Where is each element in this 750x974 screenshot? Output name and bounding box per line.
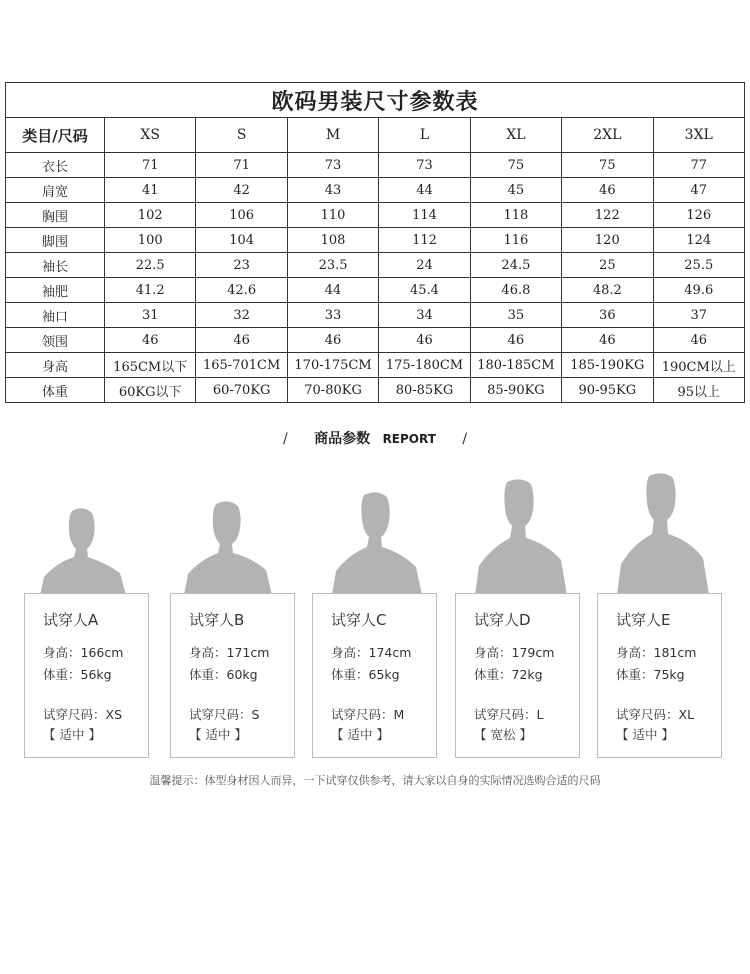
model-card-a xyxy=(24,593,149,758)
table-cell: 46.8 xyxy=(470,278,561,303)
table-row xyxy=(6,278,745,303)
report-title-en: REPORT xyxy=(382,432,436,446)
table-cell: 126 xyxy=(653,203,744,228)
table-cell: 80-85KG xyxy=(379,378,470,403)
table-cell: 24.5 xyxy=(470,253,561,278)
row-label: 体重 xyxy=(6,378,105,403)
model-weight: 体重：72kg xyxy=(474,667,543,682)
row-label: 胸围 xyxy=(6,203,105,228)
table-row xyxy=(6,378,745,403)
table-cell: 60KG以下 xyxy=(105,378,196,403)
table-row xyxy=(6,178,745,203)
header-cell: 类目/尺码 xyxy=(6,118,105,153)
table-cell: 46 xyxy=(562,178,653,203)
table-cell: 22.5 xyxy=(105,253,196,278)
table-cell: 44 xyxy=(287,278,378,303)
table-cell: 118 xyxy=(470,203,561,228)
table-cell: 46 xyxy=(470,328,561,353)
table-cell: 60-70KG xyxy=(196,378,287,403)
person-icon xyxy=(330,489,424,595)
model-silhouette-a xyxy=(38,505,128,595)
table-cell: 75 xyxy=(562,153,653,178)
table-cell: 46 xyxy=(196,328,287,353)
table-cell: 23.5 xyxy=(287,253,378,278)
table-cell: 73 xyxy=(287,153,378,178)
table-cell: 48.2 xyxy=(562,278,653,303)
table-cell: 41 xyxy=(105,178,196,203)
row-label: 袖口 xyxy=(6,303,105,328)
table-cell: 37 xyxy=(653,303,744,328)
model-card-e xyxy=(597,593,722,758)
table-cell: 165-701CM xyxy=(196,353,287,378)
model-fit: 【 适中 】 xyxy=(189,727,247,742)
table-cell: 23 xyxy=(196,253,287,278)
header-cell: XS xyxy=(105,118,196,153)
model-fit: 【 适中 】 xyxy=(616,727,674,742)
row-label: 袖长 xyxy=(6,253,105,278)
model-size: 试穿尺码：L xyxy=(474,707,544,722)
row-label: 肩宽 xyxy=(6,178,105,203)
table-cell: 106 xyxy=(196,203,287,228)
table-cell: 110 xyxy=(287,203,378,228)
person-icon xyxy=(615,470,711,595)
table-cell: 190CM以上 xyxy=(653,353,744,378)
table-cell: 31 xyxy=(105,303,196,328)
row-label: 脚围 xyxy=(6,228,105,253)
header-cell: L xyxy=(379,118,470,153)
model-fit: 【 适中 】 xyxy=(43,727,101,742)
table-cell: 122 xyxy=(562,203,653,228)
table-cell: 70-80KG xyxy=(287,378,378,403)
model-silhouette-d xyxy=(473,476,569,595)
model-name: 试穿人A xyxy=(43,611,99,629)
table-cell: 104 xyxy=(196,228,287,253)
table-row xyxy=(6,153,745,178)
table-row xyxy=(6,253,745,278)
table-cell: 45 xyxy=(470,178,561,203)
table-cell: 46 xyxy=(379,328,470,353)
model-silhouette-b xyxy=(182,498,274,595)
model-fit: 【 宽松 】 xyxy=(474,727,532,742)
model-name: 试穿人C xyxy=(331,611,387,629)
model-height: 身高：171cm xyxy=(189,645,270,660)
model-card-c xyxy=(312,593,437,758)
table-cell: 90-95KG xyxy=(562,378,653,403)
table-cell: 75 xyxy=(470,153,561,178)
size-tip: 温馨提示：体型身材因人而异，一下试穿仅供参考，请大家以自身的实际情况选购合适的尺码 xyxy=(149,774,601,787)
table-cell: 49.6 xyxy=(653,278,744,303)
table-cell: 100 xyxy=(105,228,196,253)
table-cell: 185-190KG xyxy=(562,353,653,378)
header-cell: 3XL xyxy=(653,118,744,153)
model-size: 试穿尺码：S xyxy=(189,707,260,722)
model-name: 试穿人B xyxy=(189,611,245,629)
table-cell: 34 xyxy=(379,303,470,328)
table-cell: 42.6 xyxy=(196,278,287,303)
row-label: 领围 xyxy=(6,328,105,353)
table-cell: 36 xyxy=(562,303,653,328)
table-cell: 85-90KG xyxy=(470,378,561,403)
table-cell: 124 xyxy=(653,228,744,253)
table-cell: 43 xyxy=(287,178,378,203)
table-cell: 46 xyxy=(562,328,653,353)
table-cell: 165CM以下 xyxy=(105,353,196,378)
model-weight: 体重：65kg xyxy=(331,667,400,682)
model-fit: 【 适中 】 xyxy=(331,727,389,742)
header-cell: XL xyxy=(470,118,561,153)
size-table xyxy=(5,82,745,403)
table-cell: 102 xyxy=(105,203,196,228)
header-cell: S xyxy=(196,118,287,153)
report-slash-left: / xyxy=(282,431,288,447)
table-row xyxy=(6,328,745,353)
table-cell: 71 xyxy=(196,153,287,178)
model-height: 身高：166cm xyxy=(43,645,124,660)
table-cell: 73 xyxy=(379,153,470,178)
table-cell: 46 xyxy=(287,328,378,353)
table-cell: 47 xyxy=(653,178,744,203)
table-cell: 71 xyxy=(105,153,196,178)
model-height: 身高：179cm xyxy=(474,645,555,660)
model-silhouette-c xyxy=(330,489,424,595)
table-cell: 41.2 xyxy=(105,278,196,303)
person-icon xyxy=(182,498,274,595)
table-row xyxy=(6,303,745,328)
table-cell: 112 xyxy=(379,228,470,253)
model-name: 试穿人E xyxy=(616,611,671,629)
model-size: 试穿尺码：XL xyxy=(616,707,695,722)
table-header-row xyxy=(6,118,745,153)
report-slash-right: / xyxy=(462,431,468,447)
table-cell: 33 xyxy=(287,303,378,328)
table-row xyxy=(6,203,745,228)
report-title-cn: 商品参数 xyxy=(314,431,371,447)
table-cell: 114 xyxy=(379,203,470,228)
table-cell: 170-175CM xyxy=(287,353,378,378)
table-cell: 46 xyxy=(653,328,744,353)
table-cell: 175-180CM xyxy=(379,353,470,378)
table-title: 欧码男装尺寸参数表 xyxy=(6,83,745,118)
model-size: 试穿尺码：XS xyxy=(43,707,122,722)
table-cell: 95以上 xyxy=(653,378,744,403)
table-cell: 45.4 xyxy=(379,278,470,303)
model-silhouette-e xyxy=(615,470,711,595)
table-row xyxy=(6,228,745,253)
table-cell: 116 xyxy=(470,228,561,253)
table-cell: 46 xyxy=(105,328,196,353)
model-card-d xyxy=(455,593,580,758)
person-icon xyxy=(38,505,128,595)
table-cell: 42 xyxy=(196,178,287,203)
model-height: 身高：181cm xyxy=(616,645,697,660)
report-heading xyxy=(0,428,750,448)
table-cell: 35 xyxy=(470,303,561,328)
table-cell: 108 xyxy=(287,228,378,253)
model-weight: 体重：56kg xyxy=(43,667,112,682)
table-cell: 180-185CM xyxy=(470,353,561,378)
header-cell: M xyxy=(287,118,378,153)
table-cell: 25.5 xyxy=(653,253,744,278)
table-cell: 24 xyxy=(379,253,470,278)
model-card-b xyxy=(170,593,295,758)
model-name: 试穿人D xyxy=(474,611,531,629)
model-weight: 体重：60kg xyxy=(189,667,258,682)
table-cell: 32 xyxy=(196,303,287,328)
row-label: 身高 xyxy=(6,353,105,378)
table-cell: 25 xyxy=(562,253,653,278)
model-size: 试穿尺码：M xyxy=(331,707,405,722)
table-row xyxy=(6,353,745,378)
header-cell: 2XL xyxy=(562,118,653,153)
model-weight: 体重：75kg xyxy=(616,667,685,682)
person-icon xyxy=(473,476,569,595)
table-cell: 44 xyxy=(379,178,470,203)
table-cell: 120 xyxy=(562,228,653,253)
row-label: 袖肥 xyxy=(6,278,105,303)
model-height: 身高：174cm xyxy=(331,645,412,660)
row-label: 衣长 xyxy=(6,153,105,178)
table-cell: 77 xyxy=(653,153,744,178)
